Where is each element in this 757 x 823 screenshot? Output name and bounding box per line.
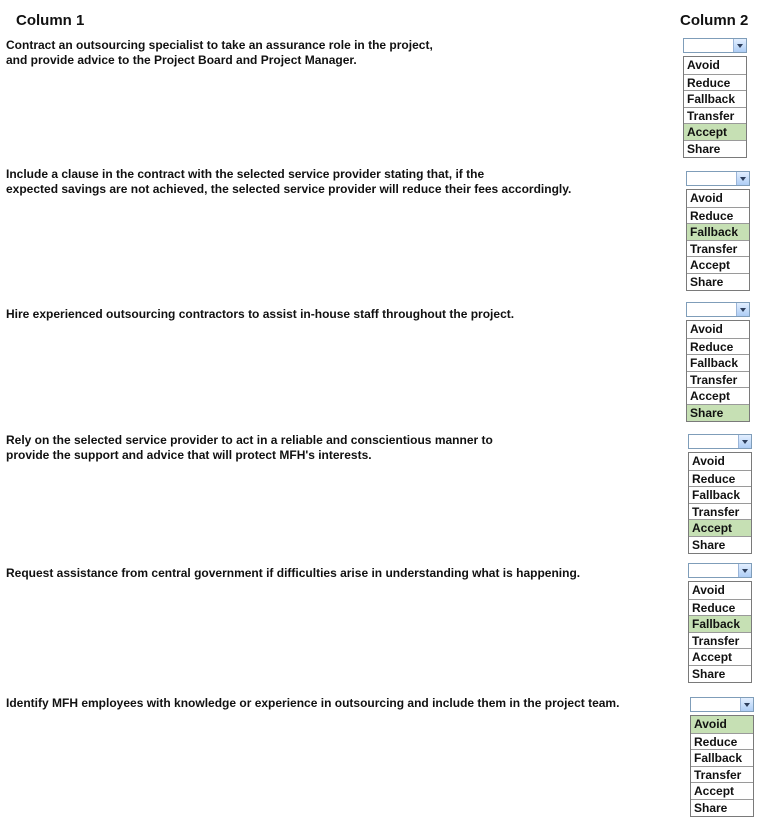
dropdown-select-box[interactable]: [690, 697, 754, 712]
dropdown-option-list: [688, 581, 752, 683]
dropdown-select-box[interactable]: [686, 302, 750, 317]
answer-dropdown[interactable]: [686, 171, 750, 291]
dropdown-option-reduce[interactable]: Reduce: [689, 470, 751, 487]
question-text: Identify MFH employees with knowledge or experience in outsourcing and include them in the project team.: [6, 696, 620, 710]
dropdown-option-reduce[interactable]: Reduce: [691, 733, 753, 750]
chevron-down-icon[interactable]: [738, 564, 751, 577]
chevron-down-icon[interactable]: [736, 303, 749, 316]
dropdown-option-list: [686, 320, 750, 422]
dropdown-option-fallback[interactable]: Fallback: [687, 354, 749, 371]
answer-dropdown[interactable]: [683, 38, 747, 158]
answer-dropdown[interactable]: [688, 434, 752, 554]
dropdown-option-reduce[interactable]: Reduce: [687, 207, 749, 224]
dropdown-option-reduce[interactable]: Reduce: [684, 74, 746, 91]
dropdown-option-avoid[interactable]: Avoid: [691, 716, 753, 733]
dropdown-option-list: [688, 452, 752, 554]
dropdown-option-avoid[interactable]: Avoid: [692, 454, 725, 468]
dropdown-option-accept[interactable]: Accept: [687, 256, 749, 273]
chevron-down-icon[interactable]: [736, 172, 749, 185]
dropdown-option-transfer[interactable]: Transfer: [687, 240, 749, 257]
answer-dropdown[interactable]: [686, 302, 750, 422]
dropdown-option-accept[interactable]: Accept: [691, 782, 753, 799]
dropdown-option-transfer[interactable]: Transfer: [689, 503, 751, 520]
dropdown-option-fallback[interactable]: Fallback: [689, 615, 751, 632]
dropdown-option-transfer[interactable]: Transfer: [691, 766, 753, 783]
chevron-down-icon[interactable]: [733, 39, 746, 52]
dropdown-option-share[interactable]: Share: [691, 799, 753, 816]
dropdown-option-list: [690, 715, 754, 817]
dropdown-select-box[interactable]: [688, 434, 752, 449]
question-text: Contract an outsourcing specialist to take an assurance role in the project, and provide advice to the Project Board and Project Manager.: [6, 38, 433, 67]
dropdown-select-box[interactable]: [686, 171, 750, 186]
dropdown-option-share[interactable]: Share: [684, 140, 746, 157]
dropdown-option-fallback[interactable]: Fallback: [684, 90, 746, 107]
dropdown-option-reduce[interactable]: Reduce: [687, 338, 749, 355]
dropdown-option-share[interactable]: Share: [689, 665, 751, 682]
dropdown-option-fallback[interactable]: Fallback: [687, 223, 749, 240]
dropdown-option-avoid[interactable]: Avoid: [692, 583, 725, 597]
dropdown-option-share[interactable]: Share: [689, 536, 751, 553]
dropdown-option-share[interactable]: Share: [687, 404, 749, 421]
dropdown-select-box[interactable]: [683, 38, 747, 53]
dropdown-option-accept[interactable]: Accept: [689, 519, 751, 536]
chevron-down-icon[interactable]: [740, 698, 753, 711]
question-text: Hire experienced outsourcing contractors to assist in-house staff throughout the project.: [6, 307, 515, 321]
dropdown-option-accept[interactable]: Accept: [687, 387, 749, 404]
dropdown-option-avoid[interactable]: Avoid: [690, 322, 723, 336]
question-text: Request assistance from central government if difficulties arise in understanding what is happening.: [6, 566, 581, 580]
dropdown-option-transfer[interactable]: Transfer: [687, 371, 749, 388]
dropdown-option-share[interactable]: Share: [687, 273, 749, 290]
question-text: Include a clause in the contract with the selected service provider stating that, if the expected savings are not achieved, the selected service provider will reduce their fees accordingly.: [6, 167, 572, 196]
dropdown-option-fallback[interactable]: Fallback: [689, 486, 751, 503]
dropdown-option-list: [686, 189, 750, 291]
dropdown-option-transfer[interactable]: Transfer: [689, 632, 751, 649]
dropdown-option-transfer[interactable]: Transfer: [684, 107, 746, 124]
dropdown-select-box[interactable]: [688, 563, 752, 578]
answer-dropdown[interactable]: [690, 697, 754, 817]
question-text: Rely on the selected service provider to act in a reliable and conscientious manner to provide the support and advice that will protect MFH's interests.: [6, 433, 493, 462]
dropdown-option-avoid[interactable]: Avoid: [687, 58, 720, 72]
chevron-down-icon[interactable]: [738, 435, 751, 448]
answer-dropdown[interactable]: [688, 563, 752, 683]
column-2-header: Column 2: [680, 12, 749, 29]
dropdown-option-accept[interactable]: Accept: [684, 123, 746, 140]
dropdown-option-list: [683, 56, 747, 158]
dropdown-option-fallback[interactable]: Fallback: [691, 749, 753, 766]
dropdown-option-avoid[interactable]: Avoid: [690, 191, 723, 205]
column-1-header: Column 1: [16, 12, 85, 29]
dropdown-option-accept[interactable]: Accept: [689, 648, 751, 665]
dropdown-option-reduce[interactable]: Reduce: [689, 599, 751, 616]
